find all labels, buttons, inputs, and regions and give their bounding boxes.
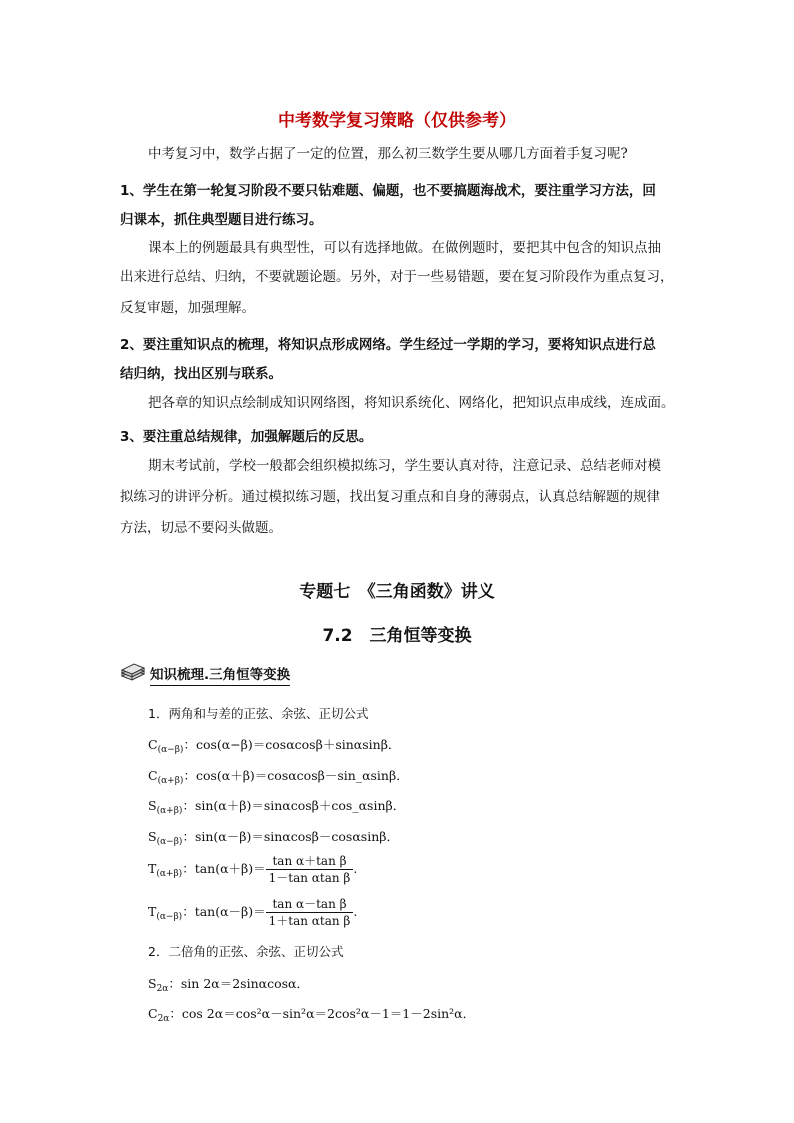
formula-t-plus	[148, 853, 357, 886]
fraction-denominator: 1－tan αtan β	[268, 871, 351, 885]
formula-expression: ：sin(α＋β)＝sinαcosβ＋cos_αsinβ．	[182, 798, 406, 813]
formula-name: S	[148, 798, 157, 813]
formula-subscript: (α+β)	[157, 776, 184, 786]
tip-3-body-line2: 拟练习的讲评分析。通过模拟练习题，找出复习重点和自身的薄弱点，认真总结解题的规律	[120, 489, 660, 505]
formula-subscript: (α−β)	[156, 912, 183, 922]
intro-paragraph: 中考复习中，数学占据了一定的位置，那么初三数学生要从哪几方面着手复习呢?	[148, 146, 628, 162]
formula-fraction	[266, 896, 354, 929]
formula-subscript: (α−β)	[157, 745, 184, 755]
books-icon	[120, 662, 146, 686]
formula-group-2-heading: 2．二倍角的正弦、余弦、正切公式	[148, 944, 344, 959]
tip-3-heading-line1: 3、要注重总结规律，加强解题后的反思。	[120, 429, 373, 445]
formula-name: C	[148, 737, 158, 752]
tip-1-body-line3: 反复审题，加强理解。	[120, 300, 255, 316]
formula-lhs: ：tan(α－β)＝	[182, 904, 266, 919]
formula-expression: ：cos(α＋β)＝cosαcosβ－sin_αsinβ．	[183, 768, 409, 783]
tip-1-body-line1: 课本上的例题最具有典型性，可以有选择地做。在做例题时，要把其中包含的知识点抽	[148, 240, 661, 256]
formula-subscript: (α+β)	[156, 869, 183, 879]
formula-subscript: (α−β)	[156, 837, 183, 847]
formula-tail: .	[353, 904, 358, 919]
formula-name: T	[148, 904, 157, 919]
tip-1-heading-line2: 归课本，抓住典型题目进行练习。	[120, 212, 323, 228]
formula-name: S	[148, 976, 157, 991]
formula-name: S	[148, 829, 157, 844]
section-title: 7.2 三角恒等变换	[322, 626, 472, 646]
tip-2-heading-line2: 结归纳，找出区别与联系。	[120, 366, 282, 382]
formula-name: C	[148, 1006, 158, 1021]
fraction-numerator: tan α－tan β	[266, 896, 354, 913]
formula-expression: ：sin(α－β)＝sinαcosβ－cosαsinβ．	[182, 829, 399, 844]
formula-subscript: (α+β)	[156, 806, 183, 816]
formula-t-minus	[148, 896, 357, 929]
formula-s-minus	[148, 827, 399, 847]
tip-2-heading-line1: 2、要注重知识点的梳理，将知识点形成网络。学生经过一学期的学习，要将知识点进行总	[120, 337, 656, 353]
formula-s2	[148, 974, 309, 994]
fraction-numerator: tan α＋tan β	[266, 853, 354, 870]
knowledge-label: 知识梳理.三角恒等变换	[150, 663, 290, 686]
formula-fraction	[266, 853, 354, 886]
tip-3-body-line1: 期末考试前，学校一般都会组织模拟练习，学生要认真对待，注意记录、总结老师对模	[148, 458, 661, 474]
topic-title: 专题七 《三角函数》讲义	[299, 582, 495, 602]
fraction-denominator: 1＋tan αtan β	[268, 914, 351, 928]
formula-s-plus	[148, 796, 405, 816]
formula-tail: .	[353, 861, 358, 876]
formula-c-minus	[148, 735, 400, 755]
formula-c2	[148, 1004, 475, 1024]
formula-name: C	[148, 768, 158, 783]
formula-subscript: 2α	[156, 984, 169, 994]
tip-1-body-line2: 出来进行总结、归纳，不要就题论题。另外，对于一些易错题，要在复习阶段作为重点复习，	[120, 269, 674, 285]
tip-3-body-line3: 方法，切忌不要闷头做题。	[120, 520, 282, 536]
tip-2-body-line1: 把各章的知识点绘制成知识网络图，将知识系统化、网络化，把知识点串成线，连成面。	[148, 395, 675, 411]
tip-1-heading-line1: 1、学生在第一轮复习阶段不要只钻难题、偏题，也不要搞题海战术，要注重学习方法，回	[120, 183, 656, 199]
knowledge-header	[120, 661, 290, 687]
formula-name: T	[148, 861, 157, 876]
formula-expression: ：cos 2α＝cos²α－sin²α＝2cos²α－1＝1－2sin²α．	[169, 1006, 476, 1021]
formula-lhs: ：tan(α＋β)＝	[182, 861, 266, 876]
formula-subscript: 2α	[157, 1014, 170, 1024]
formula-expression: ：sin 2α＝2sinαcosα．	[168, 976, 309, 991]
formula-group-1-heading: 1．两角和与差的正弦、余弦、正切公式	[148, 706, 369, 721]
formula-expression: ：cos(α−β)＝cosαcosβ＋sinαsinβ．	[183, 737, 401, 752]
formula-c-plus	[148, 766, 409, 786]
page-title: 中考数学复习策略（仅供参考）	[278, 111, 516, 131]
